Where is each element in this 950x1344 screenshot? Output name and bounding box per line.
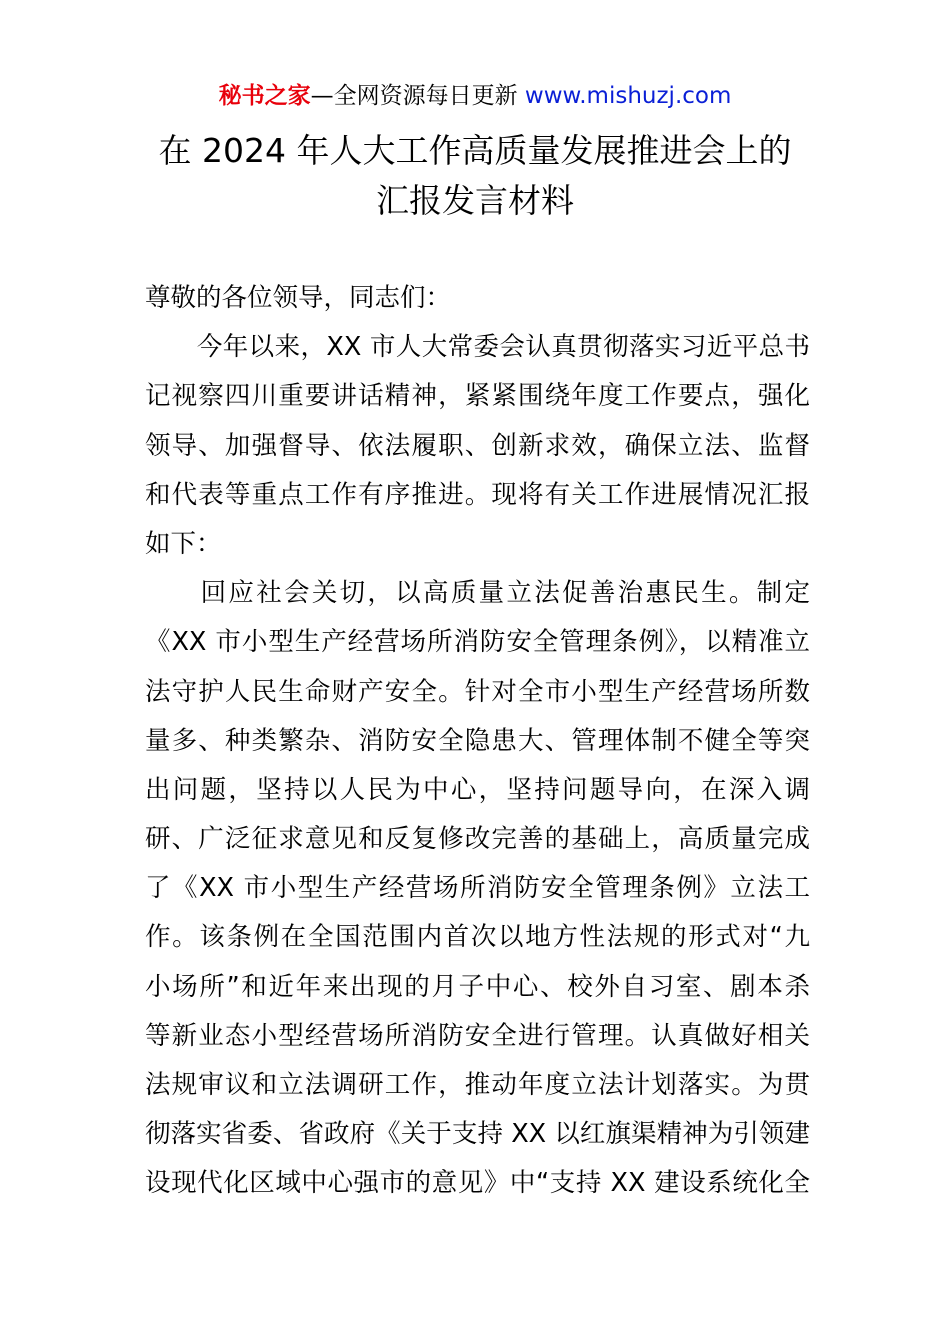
body-line: 今年以来，XX 市人大常委会认真贯彻落实习近平总书 [145,332,810,363]
body-line: 研、广泛征求意见和反复修改完善的基础上，高质量完成 [145,824,810,855]
title-line: 在 2024 年人大工作高质量发展推进会上的 [158,131,792,170]
site-url-link[interactable]: www.mishuzj.com [524,83,732,109]
body-line: 法守护人民生命财产安全。针对全市小型生产经营场所数 [145,676,810,707]
document-body [145,274,810,1209]
body-line: 如下： [145,528,222,559]
body-line: 回应社会关切，以高质量立法促善治惠民生。制定 [145,578,810,609]
body-line: 量多、种类繁杂、消防安全隐患大、管理体制不健全等突 [145,725,810,756]
body-line: 小场所”和近年来出现的月子中心、校外自习室、剧本杀 [145,971,810,1002]
body-line: 作。该条例在全国范围内首次以地方性法规的形式对“九 [145,922,810,953]
header-tagline: —全网资源每日更新 [310,83,525,109]
salutation: 尊敬的各位领导，同志们： [145,283,452,313]
title-line: 汇报发言材料 [376,181,574,220]
body-line: 领导、加强督导、依法履职、创新求效，确保立法、监督 [145,430,810,461]
body-line: 彻落实省委、省政府《关于支持 XX 以红旗渠精神为引领建 [145,1119,810,1150]
body-line: 出问题，坚持以人民为中心，坚持问题导向，在深入调 [145,774,810,805]
body-line: 和代表等重点工作有序推进。现将有关工作进展情况汇报 [145,479,810,510]
brand-name: 秘书之家 [218,83,311,109]
body-line: 记视察四川重要讲话精神，紧紧围绕年度工作要点，强化 [145,381,810,412]
body-line: 法规审议和立法调研工作，推动年度立法计划落实。为贯 [145,1070,810,1100]
site-header [0,80,950,112]
body-line: 《XX 市小型生产经营场所消防安全管理条例》，以精准立 [145,627,810,658]
body-line: 了《XX 市小型生产经营场所消防安全管理条例》立法工 [145,873,810,904]
body-line: 设现代化区域中心强市的意见》中“支持 XX 建设系统化全 [145,1168,810,1199]
document-title [100,126,850,226]
body-line: 等新业态小型经营场所消防安全进行管理。认真做好相关 [145,1020,810,1051]
